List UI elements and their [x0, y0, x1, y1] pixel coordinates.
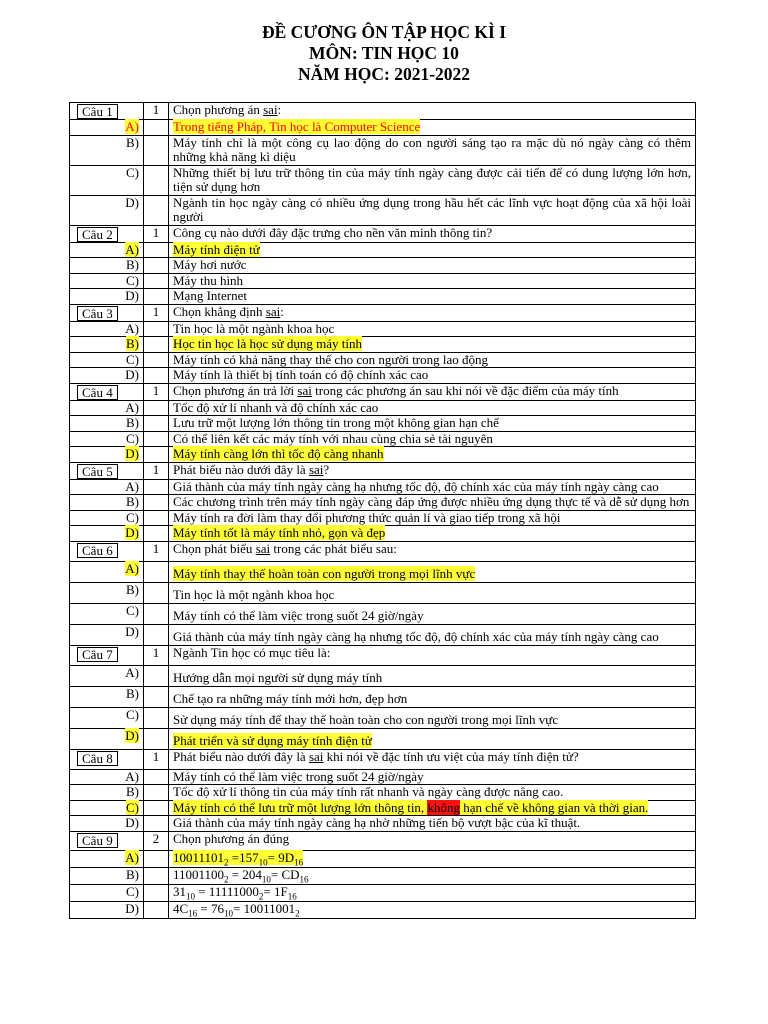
header-title: ĐỀ CƯƠNG ÔN TẬP HỌC KÌ I [261, 22, 507, 42]
question-points: 1 [144, 749, 169, 769]
option-row [70, 447, 696, 463]
option-letter: B) [126, 336, 139, 351]
option-text: Máy tính càng lớn thì tốc độ càng nhanh [173, 446, 384, 461]
option-text: Hướng dẫn mọi người sử dụng máy tính [169, 665, 696, 686]
question-label: Câu 3 [77, 306, 118, 321]
option-letter: C) [70, 603, 144, 624]
option-row [70, 368, 696, 384]
option-row [70, 135, 696, 165]
question-prompt: Chọn phương án đúng [169, 831, 696, 850]
question-row [70, 645, 696, 665]
option-text: Máy tính ra đời làm thay đổi phương thức quản lí và giao tiếp trong xã hội [169, 510, 696, 526]
option-text: Giá thành của máy tính ngày càng hạ nhưng tốc độ, độ chính xác của máy tính ngày càng cao [169, 624, 696, 645]
option-letter: A) [70, 479, 144, 495]
question-label: Câu 5 [77, 464, 118, 479]
option-row [70, 165, 696, 195]
option-letter: A) [70, 321, 144, 337]
option-letter: A) [125, 849, 139, 865]
option-row [70, 603, 696, 624]
option-letter: A) [70, 769, 144, 785]
question-points: 1 [144, 383, 169, 400]
option-letter: A) [125, 560, 139, 576]
option-letter: A) [125, 119, 139, 134]
option-row [70, 884, 696, 901]
option-text: $11001100_2 = 204_{10}= CD_{16}$ [169, 867, 696, 884]
option-text: Tin học là một ngành khoa học [169, 582, 696, 603]
option-letter: D) [125, 525, 139, 540]
negation-word: không [427, 799, 460, 815]
option-text: Mạng Internet [169, 289, 696, 305]
option-text: Máy tính chỉ là một công cụ lao động do con người sáng tạo ra mặc dù nó ngày càng có thêm những khả năng kì diệu [169, 135, 696, 165]
option-letter: B) [70, 495, 144, 511]
option-text: Phát triển và sử dụng máy tính điện tử [173, 733, 372, 748]
option-letter: D) [125, 446, 139, 461]
option-letter: D) [70, 901, 144, 918]
option-row [70, 195, 696, 225]
option-row [70, 901, 696, 918]
option-letter: D) [70, 368, 144, 384]
option-text: Máy tính là thiết bị tính toán có độ chính xác cao [169, 368, 696, 384]
question-table [69, 102, 696, 919]
option-row [70, 582, 696, 603]
option-row [70, 431, 696, 447]
option-letter: C) [70, 165, 144, 195]
option-letter: C) [70, 431, 144, 447]
option-letter: D) [70, 816, 144, 832]
option-row [70, 495, 696, 511]
question-label: Câu 2 [77, 227, 118, 242]
option-text: Máy tính có thể làm việc trong suốt 24 giờ/ngày [169, 603, 696, 624]
question-points: 1 [144, 225, 169, 242]
option-row [70, 416, 696, 432]
question-row [70, 103, 696, 120]
option-row [70, 665, 696, 686]
option-letter: B) [70, 785, 144, 801]
question-prompt: Ngành Tin học có mục tiêu là: [169, 645, 696, 665]
option-letter: B) [70, 686, 144, 707]
option-row [70, 769, 696, 785]
option-letter: B) [70, 416, 144, 432]
option-letter: D) [70, 624, 144, 645]
option-text: Các chương trình trên máy tính ngày càng đáp ứng được nhiều ứng dụng thực tế và dễ sử dụng hơn [169, 495, 696, 511]
option-letter: C) [70, 884, 144, 901]
option-letter: A) [125, 241, 139, 257]
option-row [70, 510, 696, 526]
option-text: Giá thành của máy tính ngày càng hạ nhưng tốc độ, độ chính xác của máy tính ngày càng cao [169, 479, 696, 495]
option-row [70, 686, 696, 707]
option-text: Giá thành của máy tính ngày càng hạ nhờ những tiến bộ vượt bậc của kĩ thuật. [169, 816, 696, 832]
option-row [70, 800, 696, 816]
option-text: Máy tính điện tử [173, 241, 260, 257]
option-row [70, 624, 696, 645]
option-text: Tốc độ xử lí thông tin của máy tính rất nhanh và ngày càng được nâng cao. [169, 785, 696, 801]
option-text: Tốc độ xử lí nhanh và độ chính xác cao [169, 400, 696, 416]
option-text: Máy thu hình [169, 273, 696, 289]
option-text: $10011101_2 =157_{10}= 9D_{16}$ [173, 849, 304, 868]
question-row [70, 225, 696, 242]
question-points: 1 [144, 541, 169, 561]
option-row [70, 707, 696, 728]
option-text: $31_{10} = 11111000_2= 1F_{16}$ [169, 884, 696, 901]
option-row [70, 273, 696, 289]
question-prompt: Phát biểu nào dưới đây là sai? [169, 462, 696, 479]
option-row [70, 242, 696, 258]
option-row [70, 337, 696, 353]
question-row [70, 749, 696, 769]
option-letter: A) [70, 400, 144, 416]
option-row [70, 289, 696, 305]
option-letter: B) [70, 867, 144, 884]
question-label: Câu 8 [77, 751, 118, 766]
option-letter: C) [70, 510, 144, 526]
question-row [70, 304, 696, 321]
option-text: Trong tiếng Pháp, Tin học là Computer Science [173, 119, 421, 134]
option-text: Máy tính có khả năng thay thế cho con người trong lao động [169, 352, 696, 368]
question-row [70, 541, 696, 561]
option-text: Chế tạo ra những máy tính mới hơn, đẹp hơn [169, 686, 696, 707]
option-text: Lưu trữ một lượng lớn thông tin trong một không gian hạn chế [169, 416, 696, 432]
question-label: Câu 9 [77, 833, 118, 848]
question-prompt: Chọn phương án sai: [169, 103, 696, 120]
document-header [0, 0, 768, 85]
option-text: Máy tính có thể làm việc trong suốt 24 giờ/ngày [169, 769, 696, 785]
option-text: Máy hơi nước [169, 258, 696, 274]
option-text: Máy tính thay thế hoàn toàn con người trong mọi lĩnh vực [173, 566, 476, 581]
option-letter: D) [70, 289, 144, 305]
option-text: Có thể liên kết các máy tính với nhau cùng chia sẻ tài nguyên [169, 431, 696, 447]
option-text: Máy tính tốt là máy tính nhỏ, gọn và đẹp [173, 525, 386, 540]
option-row [70, 120, 696, 136]
option-text: Máy tính có thể lưu trữ một lượng lớn thông tin, không hạn chế về không gian và thời gian. [173, 799, 649, 815]
question-label: Câu 1 [77, 104, 118, 119]
option-row [70, 850, 696, 867]
option-letter: D) [70, 195, 144, 225]
option-letter: C) [70, 352, 144, 368]
option-row [70, 816, 696, 832]
option-letter: C) [126, 799, 139, 815]
question-prompt: Chọn phương án trả lời sai trong các phương án sau khi nói về đặc điểm của máy tính [169, 383, 696, 400]
header-subject: MÔN: TIN HỌC 10 [309, 43, 459, 63]
option-row [70, 258, 696, 274]
question-row [70, 831, 696, 850]
option-row [70, 728, 696, 749]
option-letter: A) [70, 665, 144, 686]
question-prompt: Công cụ nào dưới đây đặc trưng cho nền văn minh thông tin? [169, 225, 696, 242]
question-row [70, 383, 696, 400]
option-letter: D) [125, 727, 139, 743]
option-text: Học tin học là học sử dụng máy tính [173, 336, 363, 351]
option-letter: B) [70, 135, 144, 165]
option-text: Sử dụng máy tính để thay thế hoàn toàn cho con người trong mọi lĩnh vực [169, 707, 696, 728]
option-row [70, 479, 696, 495]
question-prompt: Phát biểu nào dưới đây là sai khi nói về đặc tính ưu việt của máy tính điện tử? [169, 749, 696, 769]
question-label: Câu 6 [77, 543, 118, 558]
option-letter: B) [70, 582, 144, 603]
question-points: 1 [144, 103, 169, 120]
question-points: 1 [144, 462, 169, 479]
option-text: Tin học là một ngành khoa học [169, 321, 696, 337]
header-year: NĂM HỌC: 2021-2022 [297, 64, 471, 84]
option-letter: C) [70, 707, 144, 728]
option-row [70, 321, 696, 337]
question-label: Câu 4 [77, 385, 118, 400]
option-row [70, 561, 696, 582]
option-text: $4C_{16} = 76_{10}= 10011001_2$ [169, 901, 696, 918]
option-row [70, 352, 696, 368]
option-text: Ngành tin học ngày càng có nhiều ứng dụng trong hầu hết các lĩnh vực hoạt động của xã hội loài người [169, 195, 696, 225]
option-row [70, 400, 696, 416]
question-points: 1 [144, 304, 169, 321]
option-letter: B) [70, 258, 144, 274]
question-prompt: Chọn khẳng định sai: [169, 304, 696, 321]
question-row [70, 462, 696, 479]
option-letter: C) [70, 273, 144, 289]
option-row [70, 526, 696, 542]
question-points: 2 [144, 831, 169, 850]
option-text: Những thiết bị lưu trữ thông tin của máy tính ngày càng được cải tiến để có dung lượng lớn hơn, tiện sử dụng hơn [169, 165, 696, 195]
option-row [70, 867, 696, 884]
question-prompt: Chọn phát biểu sai trong các phát biểu sau: [169, 541, 696, 561]
question-points: 1 [144, 645, 169, 665]
option-row [70, 785, 696, 801]
question-label: Câu 7 [77, 647, 118, 662]
